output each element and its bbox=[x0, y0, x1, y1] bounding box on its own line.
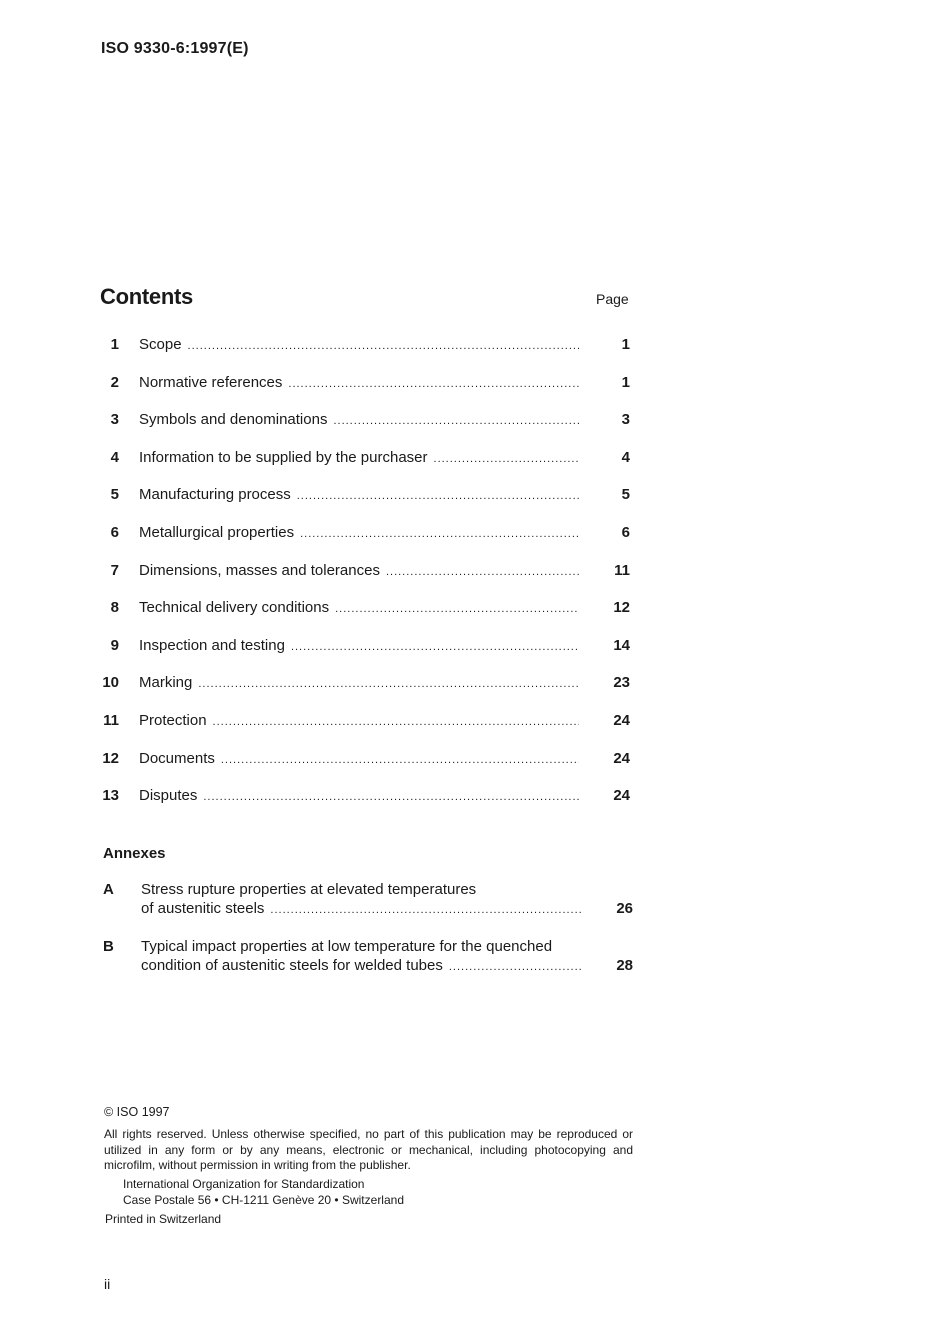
toc-entry[interactable] bbox=[100, 522, 632, 560]
dot-leader bbox=[386, 566, 579, 578]
toc-entry-number: 3 bbox=[110, 411, 119, 429]
annex-page: 28 bbox=[616, 957, 633, 974]
toc-entry-page: 5 bbox=[621, 486, 630, 504]
toc-entry-page: 14 bbox=[613, 636, 630, 654]
annex-letter: A bbox=[103, 881, 114, 898]
postal-address: Case Postale 56 • CH-1211 Genève 20 • Switzerland bbox=[123, 1192, 404, 1207]
document-identifier: ISO 9330-6:1997(E) bbox=[101, 40, 249, 57]
toc-entry-title: Disputes bbox=[139, 787, 198, 805]
toc-entry-page: 11 bbox=[614, 561, 630, 579]
toc-entry-page: 24 bbox=[613, 787, 630, 805]
toc-entry[interactable] bbox=[100, 672, 632, 710]
toc-entry[interactable] bbox=[100, 635, 632, 673]
dot-leader bbox=[291, 641, 579, 653]
toc-entry-number: 6 bbox=[110, 523, 119, 541]
toc-entry[interactable] bbox=[100, 447, 632, 485]
toc-entry-title: Manufacturing process bbox=[139, 486, 291, 504]
toc-entry-title: Documents bbox=[139, 749, 215, 767]
annex-title-line2: of austenitic steels bbox=[141, 900, 265, 917]
toc-entry-page: 24 bbox=[613, 749, 630, 767]
toc-entry-number: 12 bbox=[102, 749, 119, 767]
organization-name: International Organization for Standardization bbox=[123, 1177, 365, 1191]
annex-title-line1: Stress rupture properties at elevated temperatures bbox=[141, 881, 477, 898]
toc-entry-title: Dimensions, masses and tolerances bbox=[139, 561, 380, 579]
dot-leader bbox=[333, 415, 579, 427]
toc-entry-title: Normative references bbox=[139, 373, 283, 391]
toc-entry-number: 2 bbox=[110, 373, 119, 391]
toc-entry-number: 9 bbox=[110, 636, 119, 654]
dot-leader bbox=[203, 791, 579, 803]
annexes-heading: Annexes bbox=[103, 845, 166, 862]
toc-entry[interactable] bbox=[100, 484, 632, 522]
rights-statement: All rights reserved. Unless otherwise specified, no part of this publication may be reproduced or utilized in any form or by any means, electronic or mechanical, including photocopying and microfilm, without permission in writing from the publisher. bbox=[104, 1127, 633, 1172]
dot-leader bbox=[213, 716, 579, 728]
printed-in: Printed in Switzerland bbox=[105, 1212, 222, 1226]
toc-entry-page: 6 bbox=[621, 523, 630, 541]
dot-leader bbox=[300, 528, 579, 540]
table-of-contents bbox=[100, 334, 632, 823]
toc-entry[interactable] bbox=[100, 560, 632, 598]
dot-leader bbox=[188, 340, 579, 352]
toc-entry-number: 5 bbox=[110, 486, 119, 504]
dot-leader bbox=[221, 754, 579, 766]
dot-leader bbox=[449, 961, 581, 973]
toc-entry-title: Scope bbox=[139, 336, 182, 353]
annex-letter: B bbox=[103, 938, 114, 955]
copyright-notice: © ISO 1997 bbox=[104, 1105, 170, 1119]
toc-entry-title: Marking bbox=[139, 674, 193, 692]
dot-leader bbox=[434, 453, 579, 465]
toc-entry[interactable] bbox=[100, 372, 632, 410]
toc-entry-page: 1 bbox=[621, 373, 630, 391]
toc-entry-title: Inspection and testing bbox=[139, 636, 285, 654]
dot-leader bbox=[335, 603, 579, 615]
toc-entry-page: 3 bbox=[621, 411, 630, 429]
toc-entry-number: 4 bbox=[110, 448, 119, 466]
dot-leader bbox=[288, 378, 579, 390]
toc-entry-title: Information to be supplied by the purchaser bbox=[139, 448, 428, 466]
toc-entry-number: 1 bbox=[110, 336, 119, 353]
toc-entry-title: Technical delivery conditions bbox=[139, 599, 330, 617]
toc-entry-number: 7 bbox=[110, 561, 119, 579]
toc-entry-number: 10 bbox=[102, 674, 119, 692]
toc-entry-title: Symbols and denominations bbox=[139, 411, 328, 429]
dot-leader bbox=[270, 904, 581, 916]
toc-entry[interactable] bbox=[100, 785, 632, 823]
toc-entry-title: Protection bbox=[139, 711, 207, 729]
contents-heading: Contents bbox=[100, 284, 193, 309]
dot-leader bbox=[198, 678, 579, 690]
toc-entry-page: 4 bbox=[621, 448, 630, 466]
toc-entry-title: Metallurgical properties bbox=[139, 523, 295, 541]
publisher-address bbox=[123, 1177, 404, 1208]
annex-title-line2: condition of austenitic steels for welded tubes bbox=[141, 957, 443, 974]
toc-entry-number: 13 bbox=[102, 787, 119, 805]
toc-entry-number: 11 bbox=[103, 711, 119, 729]
toc-entry[interactable] bbox=[100, 597, 632, 635]
annex-title-line1: Typical impact properties at low temperature for the quenched bbox=[141, 938, 553, 955]
annex-page: 26 bbox=[616, 900, 633, 917]
toc-entry[interactable] bbox=[100, 748, 632, 786]
toc-entry[interactable] bbox=[100, 334, 632, 372]
toc-entry-page: 23 bbox=[613, 674, 630, 692]
toc-entry[interactable] bbox=[100, 710, 632, 748]
toc-entry-number: 8 bbox=[110, 599, 119, 617]
toc-entry[interactable] bbox=[100, 409, 632, 447]
dot-leader bbox=[297, 490, 579, 502]
page-column-label: Page bbox=[596, 291, 629, 307]
toc-entry-page: 24 bbox=[613, 711, 630, 729]
toc-entry-page: 1 bbox=[621, 336, 630, 353]
toc-entry-page: 12 bbox=[613, 599, 630, 617]
page-number: ii bbox=[104, 1276, 111, 1292]
